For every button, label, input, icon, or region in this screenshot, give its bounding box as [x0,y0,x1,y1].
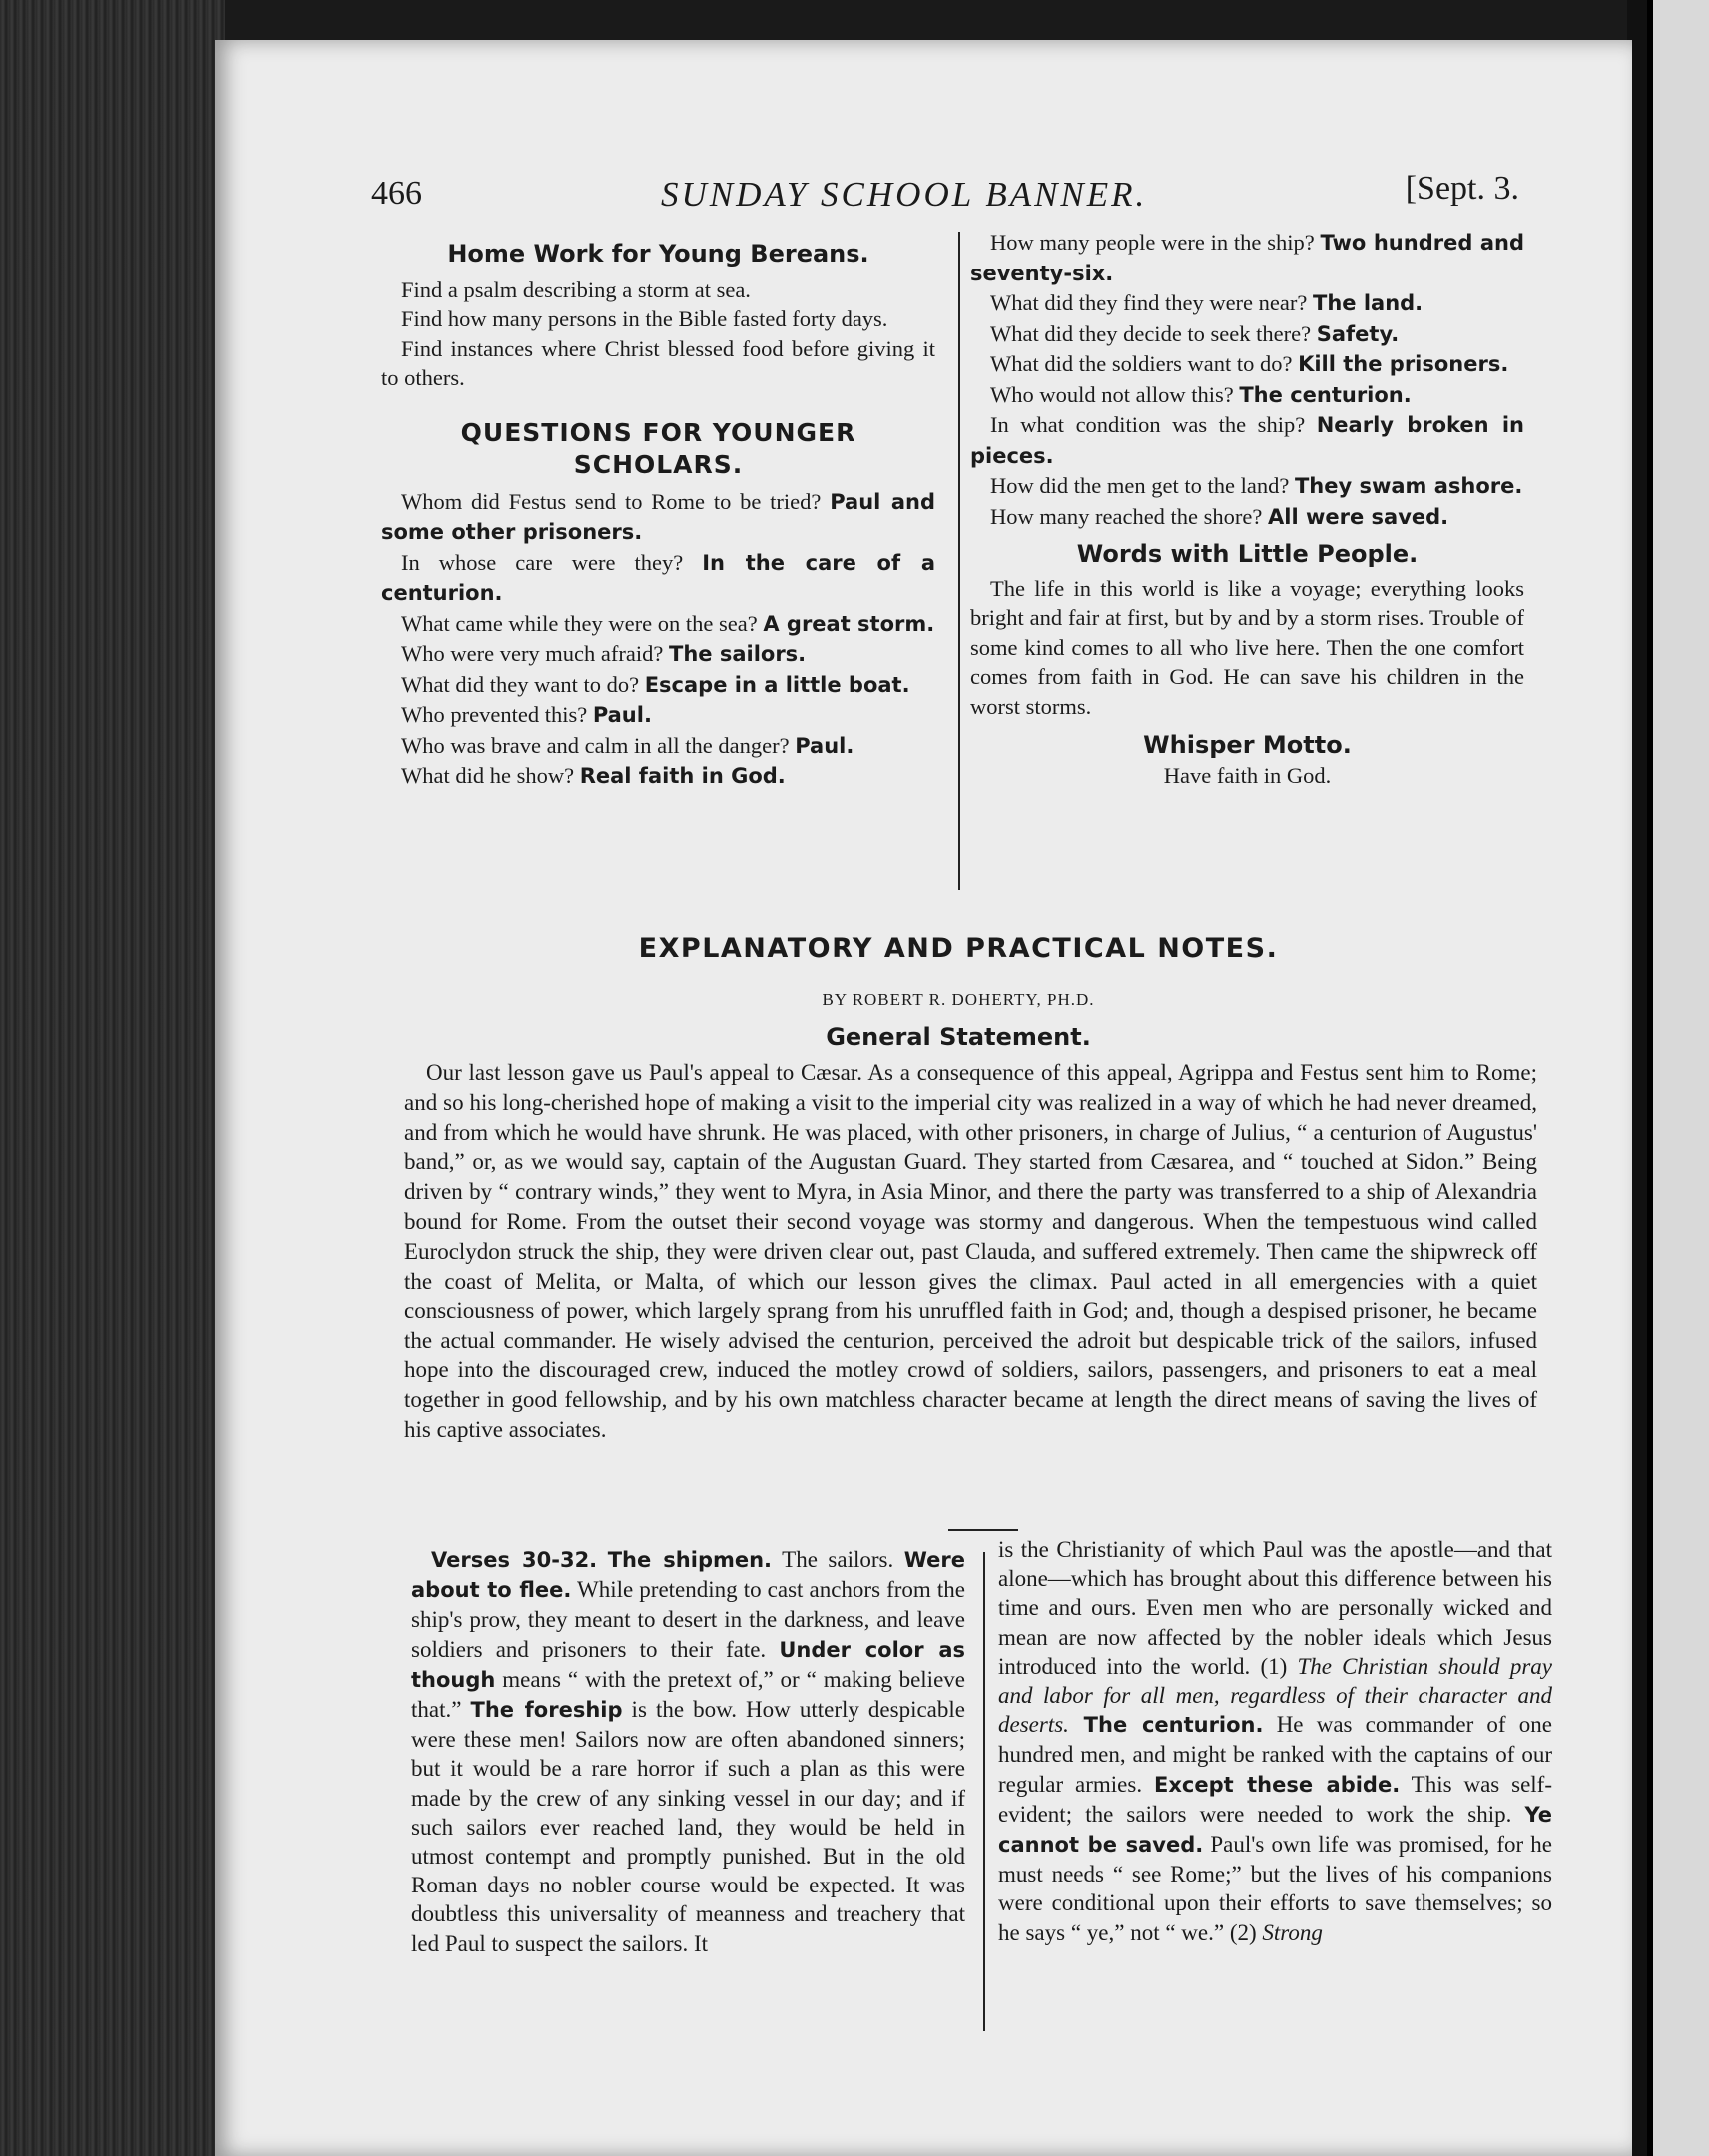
question-text: What did they decide to seek there? [990,320,1312,346]
question-text: What did he show? [401,763,575,788]
verses-text: He was commander of one hundred men, and might be ranked with the captains of our regular armies. [998,1712,1552,1797]
verses-left-column [411,1545,965,1958]
right-column [970,228,1524,790]
verses-right-column [998,1535,1552,1947]
italic-lesson: Strong [1262,1919,1323,1945]
column-divider-top [958,232,960,890]
column-divider-bottom [983,1552,985,2031]
question-text: Who prevented this? [401,702,588,727]
italic-lesson: The Christian should pray and labor for all men, regardless of their character and deserts. [998,1653,1552,1738]
facing-page-sliver [1647,0,1709,2156]
verses-paragraph [411,1545,965,1958]
question-item [970,288,1524,319]
question-text: What did they want to do? [401,671,640,697]
general-statement-paragraph: Our last lesson gave us Paul's appeal to Cæsar. As a consequence of this appeal, Agrippa and Festus sent him to Rome; and so his long-cherished hope of making a visit to the imperial city was realized in a way of which he had never dreamed, and from which he would have shrunk. He was placed, with other prisoners, in charge of Julius, “ a centurion of Augustus' band,” or, as we would say, captain of the Augustan Guard. They started from Cæsarea, and “ touched at Sidon.” Being driven by “ contrary winds,” they went to Myra, in Asia Minor, and there the party was transferred to a ship of Alexandria bound for Rome. From the outset their second voyage was stormy and dangerous. When the tempestuous wind called Euroclydon struck the ship, they were driven clear out, past Clauda, and suffered extremely. Then came the shipwreck off the coast of Melita, or Malta, of which our lesson gives the climax. Paul acted in all emergencies with a quiet consciousness of power, which largely sprang from his unruffled faith in God; and, though a despised prisoner, he became the actual commander. He wisely advised the centurion, perceived the adroit but despicable trick of the sailors, infused hope into the discouraged crew, induced the motley crowd of soldiers, sailors, passengers, and prisoners to eat a meal together in good fellowship, and by his own matchless character became at length the direct means of saving the lives of his captive associates. [404,1060,1537,1442]
running-header [371,170,1519,225]
question-item [381,609,935,640]
answer-text: Paul. [795,733,854,758]
question-text: How did the men get to the land? [990,473,1290,498]
question-text: Who was brave and calm in all the danger? [401,732,790,758]
questions-heading: QUESTIONS FOR YOUNGER SCHOLARS. [460,417,856,479]
words-text: The life in this world is like a voyage; everything looks bright and fair at first, but by and by a storm rises. Trouble of some kind comes to all who live here. Then the one comfort comes from faith in God. He can save his children in the worst storms. [970,575,1524,719]
question-text: In what condition was the ship? [990,412,1306,437]
question-item [970,349,1524,380]
question-text: What came while they were on the sea? [401,610,758,636]
question-item [970,380,1524,411]
publication-title: SUNDAY SCHOOL BANNER. [661,175,1148,214]
verses-text: is the Christianity of which Paul was the apostle—and that alone—which has brought about this difference between his time and ours. Even men who are personally wicked and mean are now affected by the nobler ideals which Jesus introduced into the world. (1) [998,1537,1552,1679]
homework-item: Find instances where Christ blessed food before giving it to others. [381,335,935,390]
answer-text: They swam ashore. [1294,474,1523,498]
motto-heading: Whisper Motto. [1143,731,1352,759]
term-heading: Under color as though [411,1637,965,1692]
term-heading: Except these abide. [1153,1772,1401,1797]
question-text: Who were very much afraid? [401,641,664,666]
verses-text: While pretending to cast anchors from the ship's prow, they meant to desert in the darkness, and leave soldiers and prisoners to their fate. [411,1577,965,1662]
question-item [970,471,1524,502]
answer-text: Two hundred and seventy-six. [970,231,1524,285]
motto-text: Have faith in God. [1163,762,1332,788]
homework-item: Find a psalm describing a storm at sea. [401,276,751,302]
section-divider [948,1529,1018,1531]
general-statement-text [404,1058,1537,1444]
answer-text: The centurion. [1239,382,1412,407]
question-text: Whom did Festus send to Rome to be tried? [401,488,822,514]
homework-item: Find how many persons in the Bible fasted forty days. [401,306,888,331]
term-heading: Were about to flee. [411,1548,966,1603]
question-item [970,410,1524,471]
answer-text: Paul. [592,703,652,727]
answer-text: A great storm. [763,611,935,636]
left-column [381,240,935,792]
question-item [381,731,935,762]
question-text: How many reached the shore? [990,503,1263,529]
notes-byline: BY ROBERT R. DOHERTY, PH.D. [822,990,1095,1009]
term-heading: Ye cannot be saved. [998,1802,1552,1858]
question-text: Who would not allow this? [990,381,1234,407]
term-heading: The foreship [470,1698,623,1723]
answer-text: Kill the prisoners. [1298,352,1509,376]
question-item [381,639,935,670]
question-item [381,487,935,548]
homework-heading: Home Work for Young Bereans. [447,240,869,268]
question-text: What did they find they were near? [990,290,1308,315]
words-heading: Words with Little People. [1076,540,1419,568]
answer-text: Safety. [1316,321,1400,346]
answer-text: Escape in a little boat. [644,672,910,697]
verses-text: This was self-evident; the sailors were needed to work the ship. [998,1771,1552,1827]
question-item [970,502,1524,533]
notes-title: EXPLANATORY AND PRACTICAL NOTES. [638,933,1279,964]
term-heading: The shipmen. [607,1548,773,1572]
answer-text: Nearly broken in pieces. [970,413,1524,468]
answer-text: Real faith in God. [579,764,786,788]
question-item [381,761,935,792]
term-heading: The centurion. [1068,1713,1264,1738]
verses-text: The sailors. [772,1547,904,1572]
verses-text: Paul's own life was promised, for he must needs “ see Rome;” but the lives of his companions were conditional upon their efforts to save themselves; so he says “ ye,” not “ we.” (2) [998,1832,1553,1945]
answer-text: Paul and some other prisoners. [381,489,935,544]
verses-label: Verses 30-32. [431,1548,598,1572]
question-item [381,700,935,731]
question-item [970,319,1524,350]
answer-text: The sailors. [669,642,807,666]
answer-text: All were saved. [1268,504,1449,529]
question-text: In whose care were they? [401,549,684,575]
question-text: What did the soldiers want to do? [990,351,1293,376]
answer-text: In the care of a centurion. [381,550,935,605]
verses-text: is the bow. How utterly despicable were these men! Sailors now are often abandoned sinners; but it would be a rare horror if such a plan as this were made by the crew of any sinking vessel in our day; and if such sailors ever reached land, they would be held in utmost contempt and promptly punished. But in the old Roman days no nobler course would be expected. It was doubtless this universality of meanness and treachery that led Paul to suspect the sailors. It [411,1697,965,1956]
issue-date: [Sept. 3. [1405,170,1519,207]
general-statement-heading: General Statement. [826,1023,1091,1051]
question-item [970,228,1524,288]
verses-text: means “ with the pretext of,” or “ making believe that.” [411,1666,965,1723]
question-item [381,670,935,701]
verses-paragraph [998,1535,1552,1947]
page-number: 466 [371,175,422,212]
question-text: How many people were in the ship? [990,230,1315,255]
answer-text: The land. [1313,291,1424,315]
question-item [381,548,935,609]
book-page-edges [0,0,225,2156]
